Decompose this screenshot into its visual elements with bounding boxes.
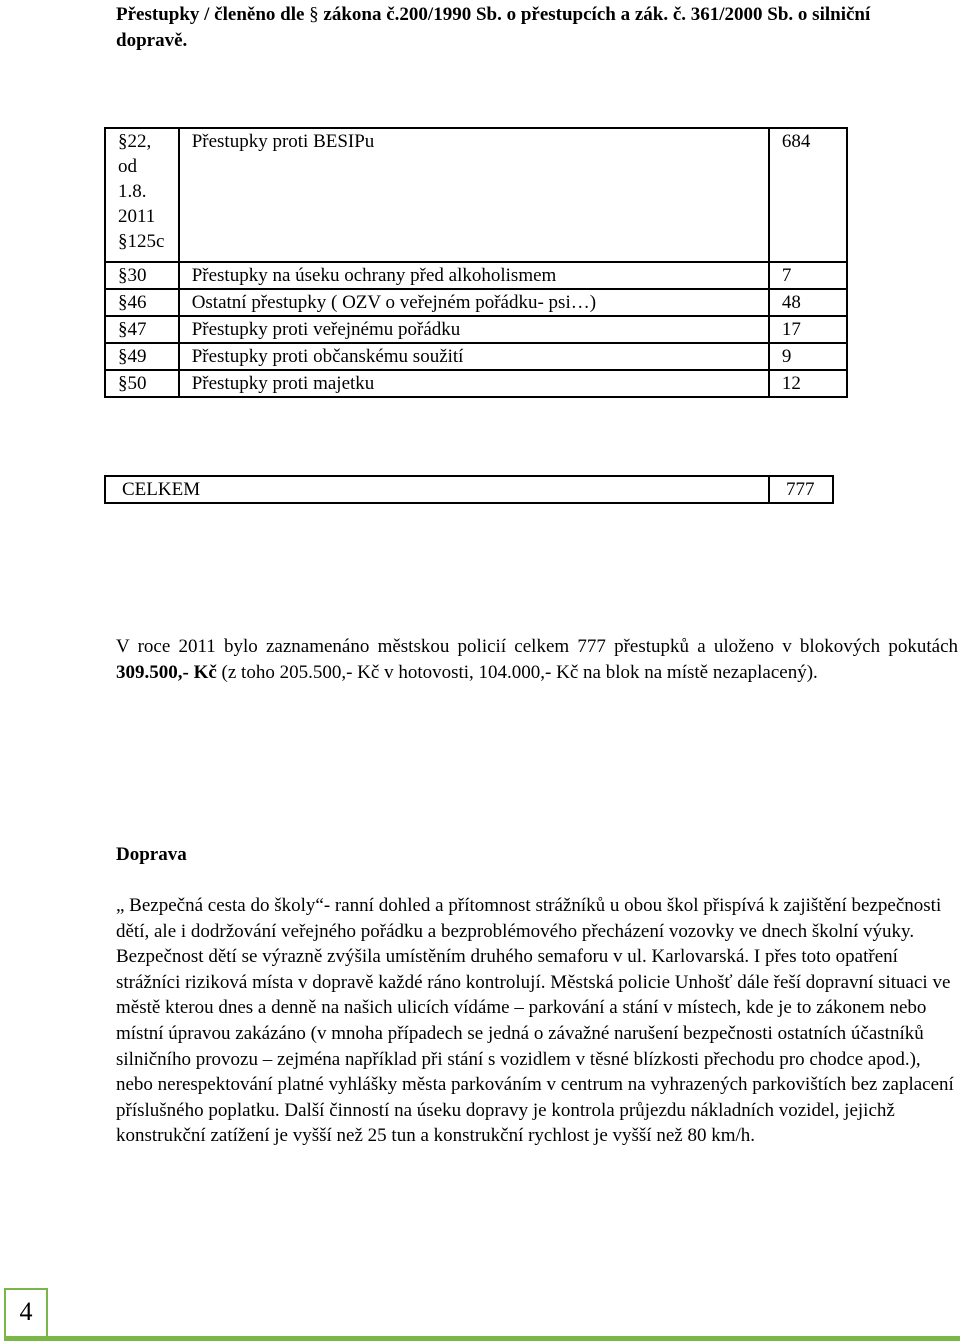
section-cell: §22, od 1.8. 2011 §125c: [105, 128, 179, 262]
table-row: [105, 289, 847, 316]
page-heading: [116, 2, 906, 54]
offense-label: Přestupky proti občanskému soužití: [179, 343, 769, 370]
table-row: [105, 316, 847, 343]
section-cell: §30: [105, 262, 179, 289]
offense-label: Přestupky proti veřejnému pořádku: [179, 316, 769, 343]
summary-amount: 309.500,- Kč: [116, 662, 217, 683]
offense-count: 17: [769, 316, 847, 343]
table-row: [105, 262, 847, 289]
section-cell: §49: [105, 343, 179, 370]
section-cell: §47: [105, 316, 179, 343]
summary-text-end: (z toho 205.500,- Kč v hotovosti, 104.000,- Kč na blok na místě nezaplacený).: [216, 662, 818, 683]
section-sign: §: [309, 4, 319, 25]
total-value: 777: [769, 476, 833, 503]
total-row: [105, 476, 833, 503]
offense-count: 48: [769, 289, 847, 316]
offense-count: 684: [769, 128, 847, 262]
page-footer-bar: [4, 1336, 960, 1341]
heading-prefix: Přestupky / členěno dle: [116, 4, 310, 25]
table-row: [105, 370, 847, 397]
doprava-paragraph: „ Bezpečná cesta do školy“- ranní dohled a přítomnost strážníků u obou škol přispívá k zajištění bezpečnosti dětí, ale i dodržování veřejného pořádku a bezproblémového přecházení vozovky ve dnech školní výuky. Bezpečnost dětí se výrazně zvýšila umístěním druhého semaforu v ul. Karlovarská. I přes toto opatření strážníci riziková místa v dopravě každé ráno kontrolují. Městská policie Unhošť dále řeší dopravní situaci ve městě kterou dnes a denně na našich ulicích vídáme – parkování a stání v místech, kde je to zákonem nebo místní úpravou zakázáno (v mnoha případech se jedná o závažné narušení bezpečnosti ostatních účastníků silničního provozu – zejména například při stání s vozidlem v těsné blízkosti přechodu pro chodce apod.), nebo nerespektování platné vyhlášky města parkováním v centrum na vyhrazených parkovištích bez zaplacení příslušného poplatku. Další činností na úseku dopravy je kontrola průjezdu nákladních vozidel, jejichž konstrukční zatížení je vyšší než 25 tun a konstrukční rychlost je vyšší než 80 km/h.: [116, 895, 954, 1147]
total-label: CELKEM: [105, 476, 769, 503]
heading-rest: zákona č.200/1990 Sb. o přestupcích a zák. č. 361/2000 Sb. o silniční dopravě.: [116, 4, 871, 51]
offense-label: Přestupky na úseku ochrany před alkoholismem: [179, 262, 769, 289]
offense-label: Přestupky proti majetku: [179, 370, 769, 397]
total-table: [104, 475, 834, 504]
offense-count: 12: [769, 370, 847, 397]
section-cell: §50: [105, 370, 179, 397]
offenses-table: [104, 127, 848, 398]
section-cell: §46: [105, 289, 179, 316]
offense-label: Ostatní přestupky ( OZV o veřejném pořádku- psi…): [179, 289, 769, 316]
table-row: [105, 128, 847, 262]
offense-count: 9: [769, 343, 847, 370]
doprava-heading: Doprava: [116, 844, 187, 865]
summary-text: V roce 2011 bylo zaznamenáno městskou policií celkem 777 přestupků a uloženo v blokových pokutách: [116, 636, 958, 657]
table-row: [105, 343, 847, 370]
offense-count: 7: [769, 262, 847, 289]
page-number: 4: [4, 1288, 48, 1340]
summary-paragraph: [116, 634, 958, 686]
offense-label: Přestupky proti BESIPu: [179, 128, 769, 262]
